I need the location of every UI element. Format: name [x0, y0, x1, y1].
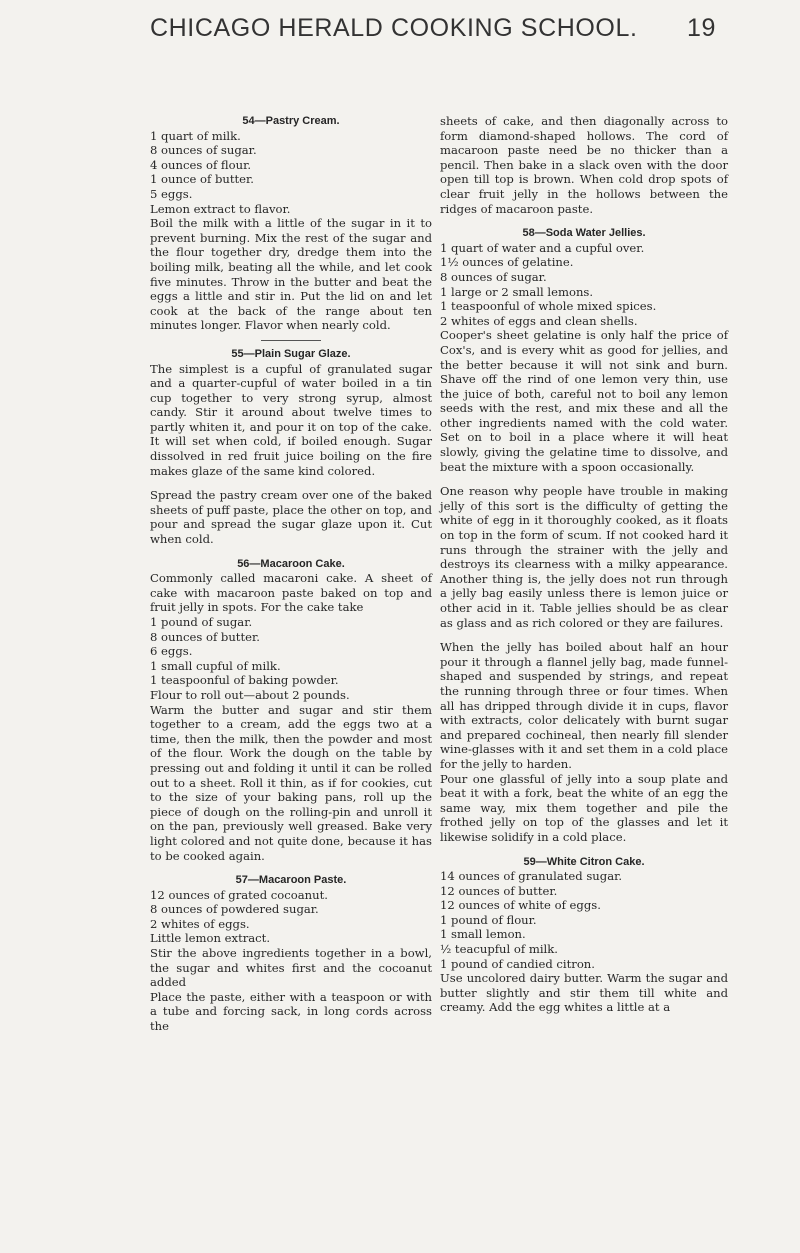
- ingredient-list: [150, 888, 432, 946]
- paragraph: Stir the above ingredients together in a bowl, the sugar and whites first and the cocoanut added: [150, 946, 432, 990]
- recipe-57: [150, 873, 432, 1034]
- paragraph: Pour one glassful of jelly into a soup plate and beat it with a fork, beat the white of an egg the same way, mix them together and pile the frothed jelly on top of the glasses and let it likewise solidify in a cold place.: [440, 771, 728, 844]
- intro-paragraph: Commonly called macaroni cake. A sheet of cake with macaroon paste baked on top and fruit jelly in spots. For the cake take: [150, 571, 432, 615]
- recipe-57-continuation: sheets of cake, and then diagonally across to form diamond-shaped hollows. The cord of macaroon paste need be no thicker than a pencil. Then bake in a slack oven with the door open till top is brown. When cold drop spots of clear fruit jelly in the hollows between the ridges of macaroon paste.: [440, 114, 728, 216]
- left-column: [150, 114, 432, 1034]
- ingredient: 1 teaspoonful of whole mixed spices.: [440, 299, 657, 314]
- ingredient: 8 ounces of powdered sugar.: [150, 902, 319, 917]
- ingredient: 5 eggs.: [150, 186, 193, 201]
- directions: Boil the milk with a little of the sugar in it to prevent burning. Mix the rest of the sugar and the flour together dry, dredge them into the boiling milk, beating all the while, and let cook five minutes. Throw in the butter and beat the eggs a little and stir in. Put the lid on and let cook at the back of the range about ten minutes longer. Flavor when nearly cold.: [150, 216, 432, 333]
- ingredient: 1 pound of sugar.: [150, 615, 253, 629]
- ingredient: 14 ounces of granulated sugar.: [440, 869, 623, 884]
- ingredient: 2 whites of eggs and clean shells.: [440, 313, 638, 328]
- ingredient-list: [150, 129, 432, 217]
- ingredient: 12 ounces of grated cocoanut.: [150, 887, 328, 902]
- paragraph: The simplest is a cupful of granulated sugar and a quarter-cupful of water boiled in a tin cup together to very strong syrup, almost candy. Stir it around about twelve times to partly whiten it, and pour it on top of the cake. It will set when cold, if boiled enough. Sugar dissolved in red fruit juice boiling on the fire makes glaze of the same kind colored.: [150, 361, 432, 478]
- ingredient-list: [440, 869, 728, 971]
- recipe-58: [440, 226, 728, 844]
- book-title: CHICAGO HERALD COOKING SCHOOL.: [150, 14, 638, 42]
- ingredient: Little lemon extract.: [150, 931, 271, 946]
- recipe-title: 56—Macaroon Cake.: [237, 557, 345, 570]
- ingredient: 1 pound of flour.: [440, 912, 537, 927]
- recipe-title: 55—Plain Sugar Glaze.: [231, 347, 351, 360]
- ingredient: ½ teacupful of milk.: [440, 942, 558, 957]
- ingredient: 1 quart of water and a cupful over.: [440, 240, 645, 255]
- running-header: [150, 14, 720, 43]
- ingredient-list: [150, 615, 432, 703]
- directions: Warm the butter and sugar and stir them together to a cream, add the eggs two at a time, then the milk, then the powder and most of the flour. Work the dough on the table by pressing out and folding it until it can be rolled out to a sheet. Roll it thin, as if for cookies, cut to the size of your baking pans, roll up the piece of dough on the rolling-pin and unroll it on the pan, previously well greased. Bake very light colored and not quite done, because it has to be cooked again.: [150, 702, 432, 863]
- directions: Use uncolored dairy butter. Warm the sugar and butter slightly and stir them till white and creamy. Add the egg whites a little at a: [440, 971, 728, 1015]
- recipe-title: 54—Pastry Cream.: [242, 115, 340, 127]
- ingredient: 2 whites of eggs.: [150, 916, 250, 931]
- ingredient: 12 ounces of white of eggs.: [440, 898, 601, 913]
- page-number: 19: [686, 14, 716, 42]
- ingredient: 1 ounce of butter.: [150, 172, 254, 187]
- ingredient: Lemon extract to flavor.: [150, 201, 291, 216]
- ingredient: 6 eggs.: [150, 644, 193, 659]
- recipe-title: 58—Soda Water Jellies.: [522, 227, 646, 240]
- ingredient: 1 teaspoonful of baking powder.: [150, 673, 339, 688]
- paragraph: Cooper's sheet gelatine is only half the price of Cox's, and is every whit as good for jellies, and the better because it will not sink and burn. Shave off the rind of one lemon very thin, use the juice of both, careful not to boil any lemon seeds with the rest, and mix these and all the other ingredients named with the cold water. Set on to boil in a place where it will heat slowly, giving the gelatine time to dissolve, and beat the mixture with a spoon occasionally.: [440, 328, 728, 474]
- ingredient: 12 ounces of butter.: [440, 883, 558, 898]
- ingredient: 1 small cupful of milk.: [150, 658, 281, 673]
- paragraph: Place the paste, either with a teaspoon or with a tube and forcing sack, in long cords across the: [150, 989, 432, 1034]
- paragraph: When the jelly has boiled about half an hour pour it through a flannel jelly bag, made funnel-shaped and suspended by strings, and repeat the running through three or four times. When all has dripped through divide it in cups, flavor with extracts, color delicately with burnt sugar and prepared cochineal, then nearly fill slender wine-glasses with it and set them in a cold place for the jelly to harden.: [440, 640, 728, 771]
- recipe-54: [150, 114, 432, 333]
- recipe-title: 57—Macaroon Paste.: [235, 874, 347, 887]
- ingredient: 1 small lemon.: [440, 927, 526, 942]
- ingredient: Flour to roll out—about 2 pounds.: [150, 687, 350, 702]
- section-divider: [261, 340, 321, 341]
- recipe-56: [150, 557, 432, 863]
- ingredient: 1 pound of candied citron.: [440, 956, 595, 971]
- recipe-title: 59—White Citron Cake.: [523, 855, 645, 868]
- paragraph: One reason why people have trouble in making jelly of this sort is the difficulty of getting the white of egg in it thoroughly cooked, as it floats on top in the form of scum. If not cooked hard it runs through the strainer with the jelly and destroys its clearness with a milky appearance. Another thing is, the jelly does not run through a jelly bag easily unless there is lemon juice or other acid in it. Table jellies should be as clear as glass and as rich colored or they are failures.: [440, 484, 728, 630]
- right-column: [440, 114, 728, 1015]
- ingredient: 1½ ounces of gelatine.: [440, 255, 574, 270]
- ingredient: 4 ounces of flour.: [150, 157, 252, 172]
- ingredient: 1 large or 2 small lemons.: [440, 284, 594, 299]
- recipe-59: [440, 855, 728, 1016]
- ingredient-list: [440, 241, 728, 329]
- paragraph: Spread the pastry cream over one of the baked sheets of puff paste, place the other on top, and pour and spread the sugar glaze upon it. Cut when cold.: [150, 488, 432, 547]
- ingredient: 1 quart of milk.: [150, 128, 241, 143]
- ingredient: 8 ounces of sugar.: [150, 143, 257, 158]
- ingredient: 8 ounces of sugar.: [440, 269, 547, 284]
- ingredient: 8 ounces of butter.: [150, 629, 260, 644]
- recipe-55: [150, 347, 432, 547]
